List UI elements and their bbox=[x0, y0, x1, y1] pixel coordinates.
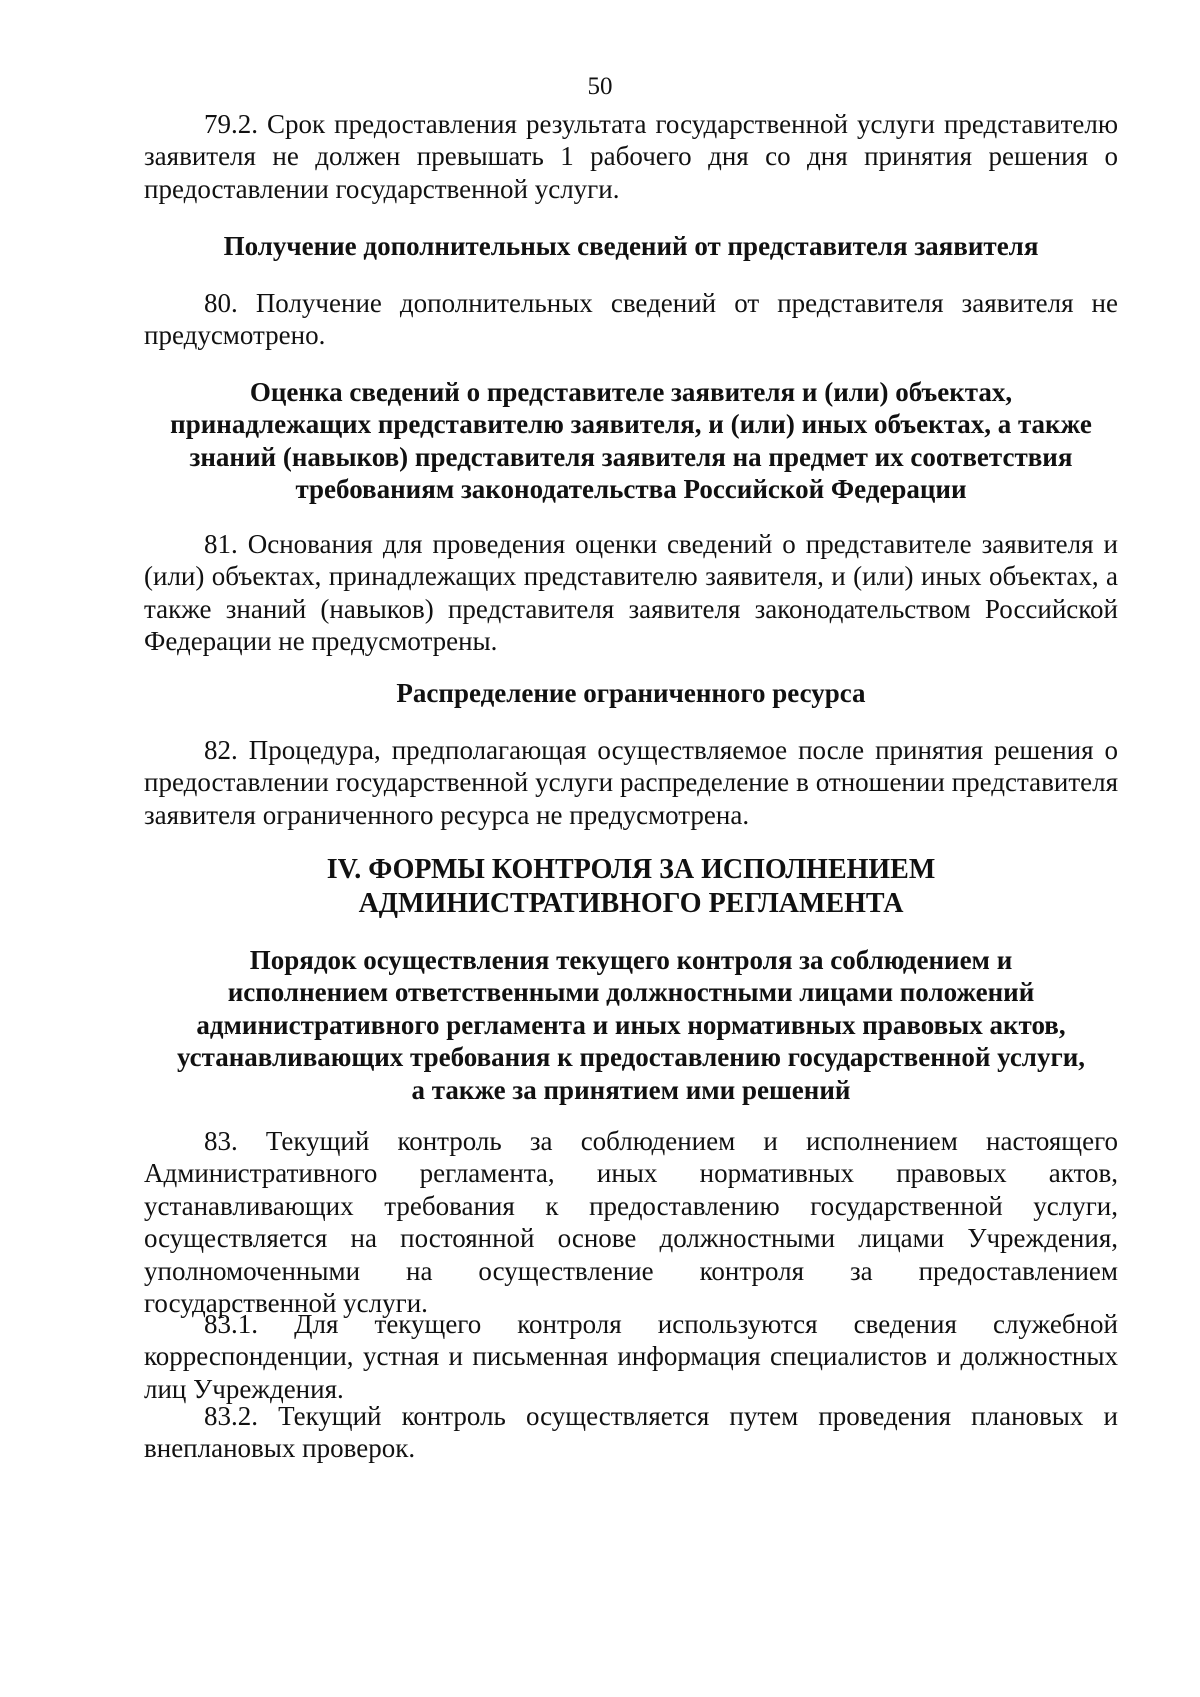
paragraph-81: 81. Основания для проведения оценки сведений о представителе заявителя и (или) объектах, принадлежащих представителю заявителя, и (или) иных объектах, а также знаний (навыков) представителя заявителя законодательством Российской Федерации не предусмотрены. bbox=[144, 529, 1118, 657]
section-iv-title bbox=[144, 853, 1118, 921]
heading-ocenka-block bbox=[144, 376, 1118, 506]
heading-poryadok bbox=[144, 944, 1118, 1106]
paragraph-83: 83. Текущий контроль за соблюдением и исполнением настоящего Административного регламента, иных нормативных правовых актов, устанавливающих требования к предоставлению государственной услуги, осуществляется на постоянной основе должностными лицами Учреждения, уполномоченными на осуществление контроля за предоставлением государственной услуги. bbox=[144, 1126, 1118, 1319]
heading-raspredelenie-block bbox=[144, 677, 1118, 709]
heading-poryadok-block bbox=[144, 944, 1118, 1106]
heading-ocenka bbox=[144, 376, 1118, 506]
heading-raspredelenie: Распределение ограниченного ресурса bbox=[396, 678, 866, 708]
heading-poryadok-line: а также за принятием ими решений bbox=[411, 1074, 851, 1105]
section-iv-title-line: IV. ФОРМЫ КОНТРОЛЯ ЗА ИСПОЛНЕНИЕМ bbox=[326, 854, 936, 885]
paragraph-82: 82. Процедура, предполагающая осуществляемое после принятия решения о предоставлении государственной услуги распределение в отношении представителя заявителя ограниченного ресурса не предусмотрена. bbox=[144, 735, 1118, 830]
section-iv-title-line: АДМИНИСТРАТИВНОГО РЕГЛАМЕНТА bbox=[358, 888, 904, 919]
paragraph-83-1: 83.1. Для текущего контроля используются сведения служебной корреспонденции, устная и письменная информация специалистов и должностных лиц Учреждения. bbox=[144, 1309, 1118, 1404]
paragraph-81-block bbox=[144, 528, 1118, 658]
paragraph-79-2-block bbox=[144, 108, 1118, 205]
paragraph-83-2-block bbox=[144, 1400, 1118, 1465]
paragraph-79-2: 79.2. Срок предоставления результата государственной услуги представителю заявителя не должен превышать 1 рабочего дня со дня принятия решения о предоставлении государственной услуги. bbox=[144, 109, 1118, 204]
heading-poryadok-line: административного регламента и иных нормативных правовых актов, bbox=[196, 1009, 1066, 1040]
paragraph-80: 80. Получение дополнительных сведений от представителя заявителя не предусмотрено. bbox=[144, 288, 1118, 351]
heading-ocenka-line: знаний (навыков) представителя заявителя на предмет их соответствия bbox=[189, 441, 1073, 472]
page-number: 50 bbox=[587, 73, 613, 100]
heading-ocenka-line: требованиям законодательства Российской Федерации bbox=[295, 474, 967, 505]
paragraph-83-1-block bbox=[144, 1308, 1118, 1405]
heading-ocenka-line: Оценка сведений о представителе заявителя и (или) объектах, bbox=[249, 377, 1013, 407]
paragraph-83-2: 83.2. Текущий контроль осуществляется путем проведения плановых и внеплановых проверок. bbox=[144, 1401, 1118, 1464]
heading-dop-svedeniya-block bbox=[144, 230, 1118, 262]
heading-dop-svedeniya: Получение дополнительных сведений от представителя заявителя bbox=[223, 231, 1039, 261]
section-iv-title-block bbox=[144, 853, 1118, 921]
paragraph-80-block bbox=[144, 287, 1118, 352]
heading-poryadok-line: Порядок осуществления текущего контроля за соблюдением и bbox=[249, 945, 1013, 975]
heading-poryadok-line: исполнением ответственными должностными лицами положений bbox=[227, 977, 1035, 1008]
heading-ocenka-line: принадлежащих представителю заявителя, и (или) иных объектах, а также bbox=[170, 409, 1092, 440]
paragraph-83-block bbox=[144, 1125, 1118, 1319]
heading-poryadok-line: устанавливающих требования к предоставлению государственной услуги, bbox=[176, 1042, 1086, 1073]
paragraph-82-block bbox=[144, 734, 1118, 831]
